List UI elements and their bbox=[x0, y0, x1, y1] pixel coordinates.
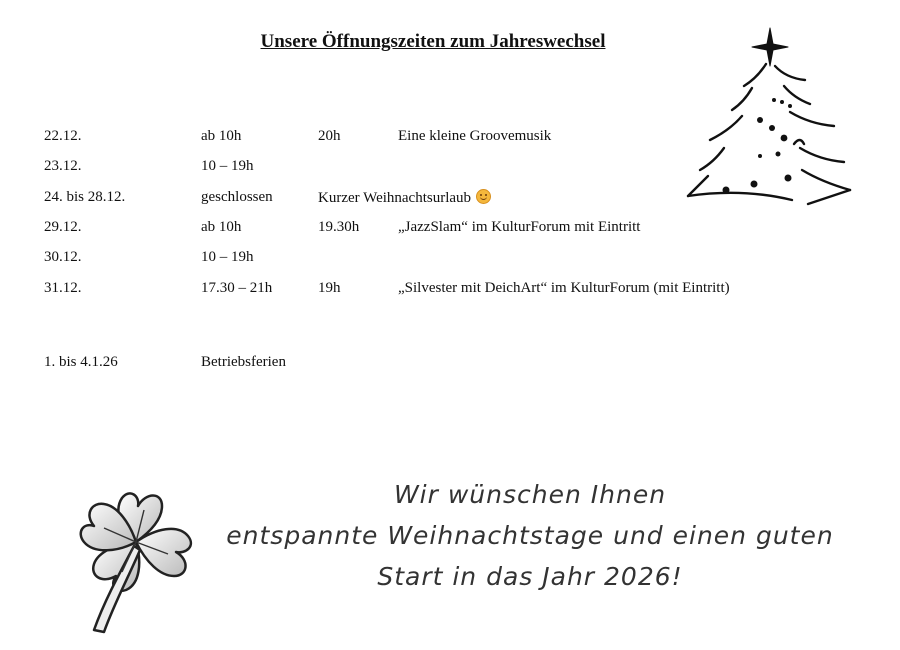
four-leaf-clover-icon bbox=[70, 480, 205, 640]
row-event: Eine kleine Groovemusik bbox=[398, 128, 552, 144]
row-note bbox=[318, 189, 491, 207]
row-note-text: Kurzer Weihnachtsurlaub bbox=[318, 190, 472, 206]
smiling-face-icon bbox=[476, 189, 491, 204]
greeting-line-3: Start in das Jahr 2026! bbox=[377, 562, 683, 591]
row-hours: geschlossen bbox=[201, 189, 273, 205]
row-hours: 10 – 19h bbox=[201, 158, 254, 174]
row-hours: ab 10h bbox=[201, 219, 242, 235]
row-time: 19.30h bbox=[318, 219, 360, 235]
holiday-date: 1. bis 4.1.26 bbox=[44, 354, 118, 370]
row-hours: 10 – 19h bbox=[201, 249, 254, 265]
greeting-line-2: entspannte Weihnachtstage und einen guten bbox=[226, 521, 834, 550]
page-title: Unsere Öffnungszeiten zum Jahreswechsel bbox=[260, 31, 606, 52]
row-date: 30.12. bbox=[44, 249, 82, 265]
row-date: 31.12. bbox=[44, 280, 82, 296]
row-date: 24. bis 28.12. bbox=[44, 189, 126, 205]
row-time: 20h bbox=[318, 128, 341, 144]
christmas-tree-icon bbox=[682, 20, 862, 220]
row-time: 19h bbox=[318, 280, 341, 296]
row-hours: ab 10h bbox=[201, 128, 242, 144]
row-event: „JazzSlam“ im KulturForum mit Eintritt bbox=[398, 219, 641, 235]
row-event: „Silvester mit DeichArt“ im KulturForum (mit Eintritt) bbox=[398, 280, 730, 296]
row-date: 23.12. bbox=[44, 158, 82, 174]
row-date: 22.12. bbox=[44, 128, 82, 144]
greeting bbox=[200, 474, 860, 597]
holiday-label: Betriebsferien bbox=[201, 354, 286, 370]
row-date: 29.12. bbox=[44, 219, 82, 235]
row-hours: 17.30 – 21h bbox=[201, 280, 273, 296]
greeting-line-1: Wir wünschen Ihnen bbox=[393, 480, 667, 509]
